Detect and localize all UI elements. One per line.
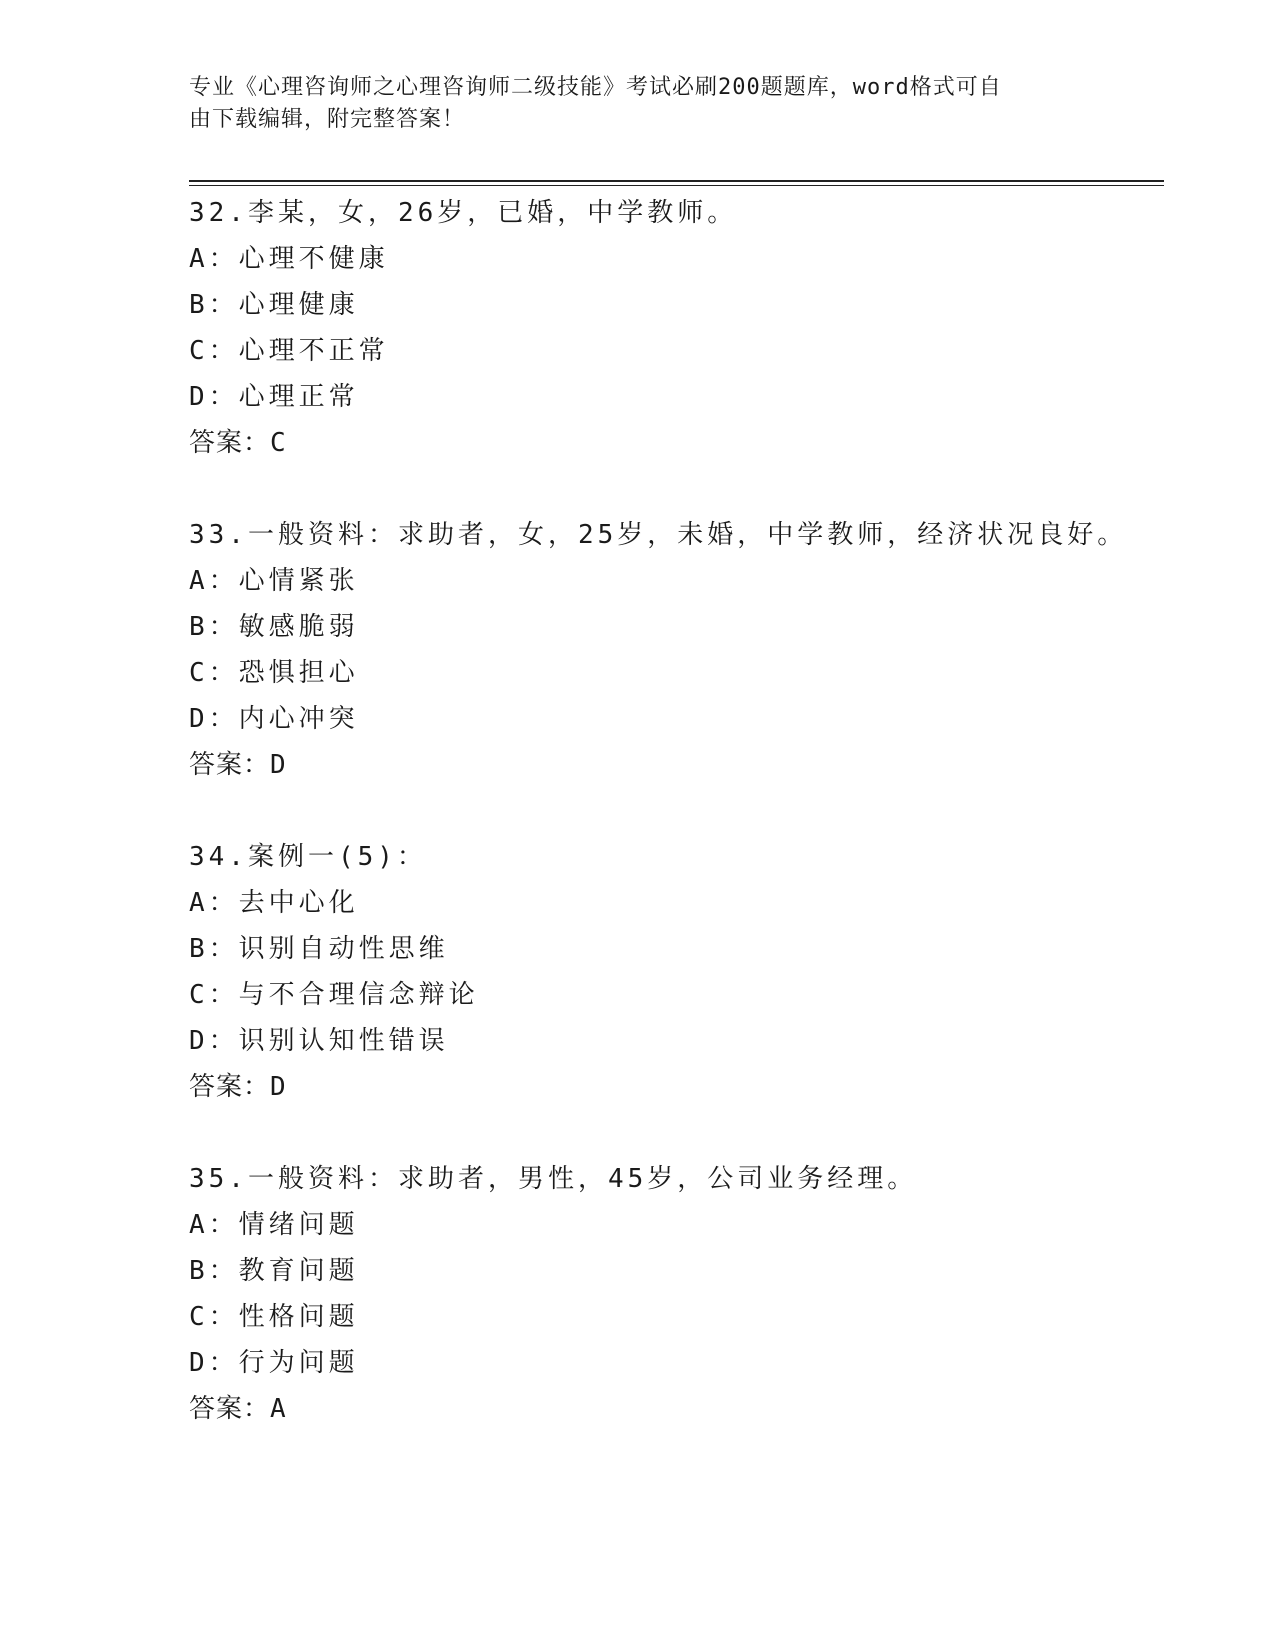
question-stem: 32.李某，女，26岁，已婚，中学教师。 [189,198,738,228]
option-b: B：教育问题 [189,1256,359,1286]
header-line-2: 由下载编辑，附完整答案！ [189,107,466,132]
option-b: B：识别自动性思维 [189,934,449,964]
option-a: A：心理不健康 [189,244,389,274]
question-stem: 34.案例一(5)： [189,842,427,872]
answer-line [189,1386,1164,1432]
header-divider-thin [189,185,1164,186]
question-stem: 35.一般资料：求助者，男性，45岁，公司业务经理。 [189,1164,918,1194]
answer-value: D [270,750,286,780]
option-b: B：心理健康 [189,290,359,320]
question-33 [189,512,1164,788]
question-32 [189,190,1164,466]
header-divider-thick [189,180,1164,182]
question-stem: 33.一般资料：求助者，女，25岁，未婚，中学教师，经济状况良好。 [189,520,1128,550]
option-d: D：内心冲突 [189,704,359,734]
answer-value: A [270,1394,286,1424]
option-b: B：敏感脆弱 [189,612,359,642]
option-a: A：去中心化 [189,888,359,918]
answer-label: 答案： [189,1394,271,1424]
answer-label: 答案： [189,1072,271,1102]
question-35 [189,1156,1164,1432]
answer-label: 答案： [189,750,271,780]
option-a: A：心情紧张 [189,566,359,596]
option-a: A：情绪问题 [189,1210,359,1240]
answer-line [189,420,1164,466]
option-c: C：与不合理信念辩论 [189,980,479,1010]
answer-value: C [270,428,286,458]
option-c: C：恐惧担心 [189,658,359,688]
option-d: D：心理正常 [189,382,359,412]
option-c: C：心理不正常 [189,336,389,366]
answer-value: D [270,1072,286,1102]
question-34 [189,834,1164,1110]
option-c: C：性格问题 [189,1302,359,1332]
header-line-1: 专业《心理咨询师之心理咨询师二级技能》考试必刷200题题库，word格式可自 [189,75,1002,100]
answer-line [189,1064,1164,1110]
answer-label: 答案： [189,428,271,458]
question-list [189,190,1164,1478]
answer-line [189,742,1164,788]
option-d: D：行为问题 [189,1348,359,1378]
document-header [189,72,1069,136]
option-d: D：识别认知性错误 [189,1026,449,1056]
